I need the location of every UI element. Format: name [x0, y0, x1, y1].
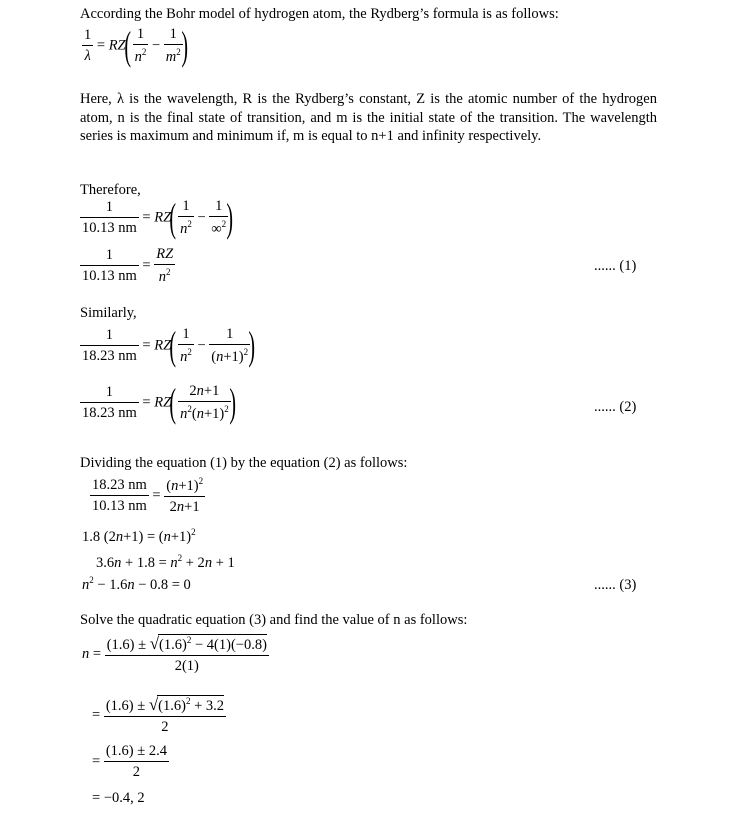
equation-ratio-simplified: 1.8 $(2n+1) = (n+1)^2$ [82, 527, 196, 545]
equation-1b: $\frac{1}{10.13 nm}$ = $\frac{RZ}{n^2}$ [82, 246, 174, 285]
explanation-text: Here, λ is the wavelength, R is the Rydberg’s constant, Z is the atomic number of the hydrogen atom, n is the final state of transition, and m is the initial state of the transition. The wavelength series is maximum and minimum if, m is equal to n+1 and infinity respectively. [80, 91, 657, 144]
equation-1-label: ...... (1) [594, 258, 637, 274]
solution-step-3: = $\frac{(1.6) \pm 2.4}{2}$ [92, 743, 167, 780]
equation-2a: $\frac{1}{18.23 nm}$ = RZ( $\frac{1}{n^2}$ − $\frac{1}{(n+1)^2}$ ) [82, 323, 256, 368]
therefore-text: Therefore, [80, 182, 141, 198]
equation-2b: $\frac{1}{18.23 nm}$ = RZ( $\frac{2n+1}{n^2(n+1)^2}$ ) [82, 380, 236, 425]
intro-text: According the Bohr model of hydrogen atom, the Rydberg’s formula is as follows: [80, 6, 559, 22]
solution-result: = −0.4, 2 [92, 790, 145, 806]
dividing-text: Dividing the equation (1) by the equation (2) as follows: [80, 455, 408, 471]
similarly-text: Similarly, [80, 305, 137, 321]
equation-1a: $\frac{1}{10.13 nm}$ = RZ( $\frac{1}{n^2}$ − $\frac{1}{\infty^2}$ ) [82, 195, 234, 240]
solution-step-2: = $\frac{(1.6) \pm √(1.6)^2 + 3.2}{2}$ [92, 695, 225, 735]
solve-text: Solve the quadratic equation (3) and find the value of n as follows: [80, 612, 468, 628]
equation-expanded: $3.6n + 1.8 = n^2 + 2n + 1$ [96, 553, 235, 571]
solution-step-1: n = $\frac{(1.6) \pm √(1.6)^2 - 4(1)(-0.8)}{2(1)}$ [82, 634, 267, 674]
equation-2-label: ...... (2) [594, 399, 637, 415]
quadratic-equation: $n^2 - 1.6n - 0.8 = 0$ [82, 575, 191, 593]
equation-3-label: ...... (3) [594, 577, 637, 593]
rydberg-formula: $\frac{1}{\lambda}$ = RZ( $\frac{1}{n^2}$ − $\frac{1}{m^2}$ ) [84, 23, 188, 68]
ratio-equation: $\frac{18.23 nm}{10.13 nm}$ = $\frac{(n+1)^2}{2n+1}$ [92, 476, 204, 515]
